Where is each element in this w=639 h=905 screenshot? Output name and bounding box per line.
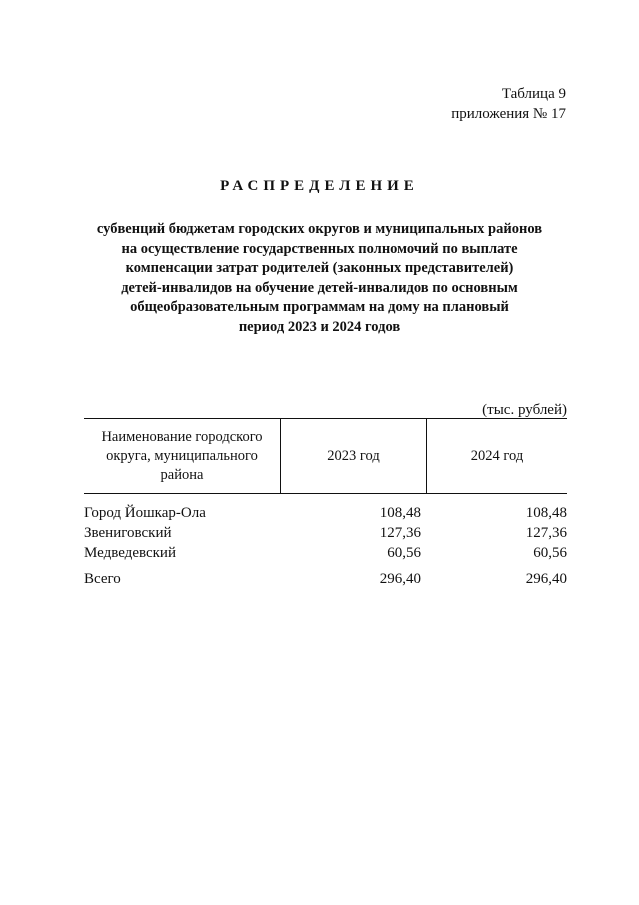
distribution-table-header bbox=[84, 418, 567, 494]
header-name-line: округа, муниципального bbox=[106, 447, 258, 464]
subtitle-line: на осуществление государственных полномочий по выплате bbox=[121, 240, 518, 257]
table-total-row bbox=[84, 569, 567, 589]
table-row bbox=[84, 543, 567, 563]
subtitle-line: общеобразовательным программам на дому на плановый bbox=[130, 299, 509, 315]
row-name: Звениговский bbox=[84, 525, 172, 541]
subtitle-line: период 2023 и 2024 годов bbox=[238, 318, 401, 335]
header-name-line: района bbox=[160, 466, 204, 483]
units-label: (тыс. рублей) bbox=[482, 402, 567, 418]
row-value-2024: 108,48 bbox=[525, 505, 567, 521]
subtitle-line: детей-инвалидов на обучение детей-инвалидов по основным bbox=[121, 279, 518, 296]
row-value-2024: 60,56 bbox=[533, 545, 567, 561]
row-value-2023: 60,56 bbox=[387, 545, 421, 561]
document-heading: РАСПРЕДЕЛЕНИЕ bbox=[220, 178, 419, 194]
subtitle-line: субвенций бюджетам городских округов и муниципальных районов bbox=[96, 221, 543, 237]
table-number: Таблица 9 bbox=[501, 86, 566, 102]
table-header-row bbox=[84, 419, 567, 493]
row-value-2024: 127,36 bbox=[525, 525, 567, 541]
row-value-2023: 127,36 bbox=[379, 525, 421, 541]
total-value-2024: 296,40 bbox=[525, 571, 567, 587]
table-body bbox=[84, 503, 567, 589]
table-row bbox=[84, 503, 567, 523]
header-2024: 2024 год bbox=[470, 447, 524, 464]
table-reference bbox=[451, 84, 566, 124]
total-label: Всего bbox=[84, 571, 121, 587]
row-name: Город Йошкар-Ола bbox=[84, 505, 206, 521]
document-subtitle bbox=[70, 220, 569, 337]
appendix-number: приложения № 17 bbox=[451, 106, 566, 122]
table-row bbox=[84, 523, 567, 543]
subtitle-line: компенсации затрат родителей (законных представителей) bbox=[125, 260, 514, 276]
header-2023: 2023 год bbox=[281, 419, 427, 493]
row-value-2023: 108,48 bbox=[379, 505, 421, 521]
header-name bbox=[84, 419, 281, 493]
header-name-line: Наименование городского bbox=[101, 428, 263, 445]
total-value-2023: 296,40 bbox=[379, 571, 421, 587]
row-name: Медведевский bbox=[84, 545, 176, 561]
